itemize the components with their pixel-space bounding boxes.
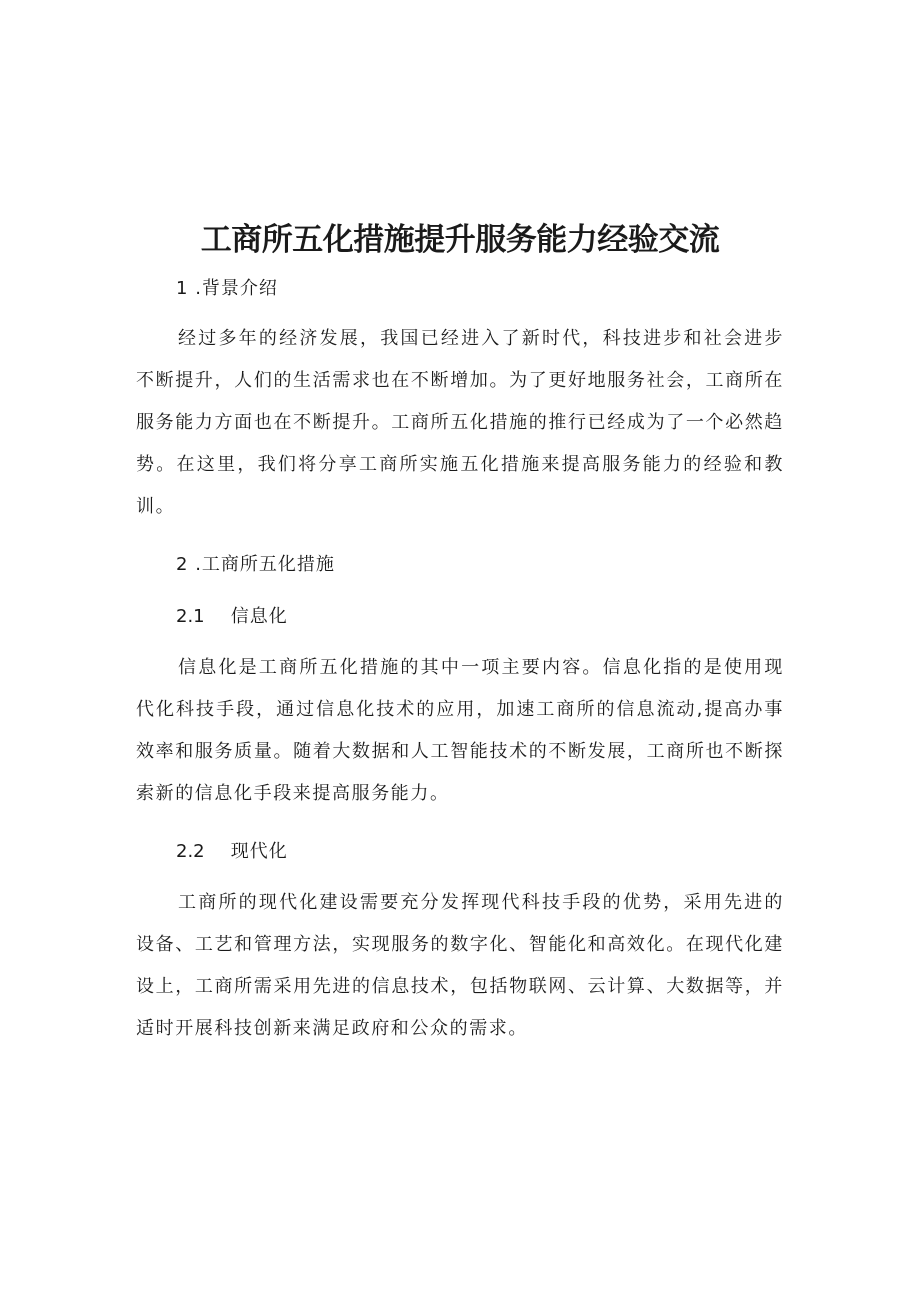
subsection-number: 2.2 [176,841,205,862]
subsection-heading-text: 信息化 [230,606,288,627]
section-number: 1 [176,278,189,299]
section-heading-1 [176,276,278,302]
section-heading-text: .工商所五化措施 [195,554,335,575]
subsection-paragraph-2-1: 信息化是工商所五化措施的其中一项主要内容。信息化指的是使用现代化科技手段，通过信息化技术的应用，加速工商所的信息流动,提高办事效率和服务质量。随着大数据和人工智能技术的不断发展，工商所也不断探索新的信息化手段来提高服务能力。 [136,657,784,804]
subsection-heading-2-2 [176,839,288,865]
subsection-number: 2.1 [176,606,205,627]
subsection-heading-2-1 [176,604,288,630]
subsection-heading-text: 现代化 [230,841,288,862]
section-paragraph-1: 经过多年的经济发展，我国已经进入了新时代，科技进步和社会进步不断提升，人们的生活需求也在不断增加。为了更好地服务社会，工商所在服务能力方面也在不断提升。工商所五化措施的推行已经成为了一个必然趋势。在这里，我们将分享工商所实施五化措施来提高服务能力的经验和教训。 [136,328,784,517]
document-title: 工商所五化措施提升服务能力经验交流 [200,222,720,258]
section-number: 2 [176,554,189,575]
section-heading-2 [176,552,335,578]
subsection-paragraph-2-2: 工商所的现代化建设需要充分发挥现代科技手段的优势，采用先进的设备、工艺和管理方法，实现服务的数字化、智能化和高效化。在现代化建设上，工商所需采用先进的信息技术，包括物联网、云计算、大数据等，并适时开展科技创新来满足政府和公众的需求。 [136,892,784,1039]
section-heading-text: .背景介绍 [195,278,278,299]
